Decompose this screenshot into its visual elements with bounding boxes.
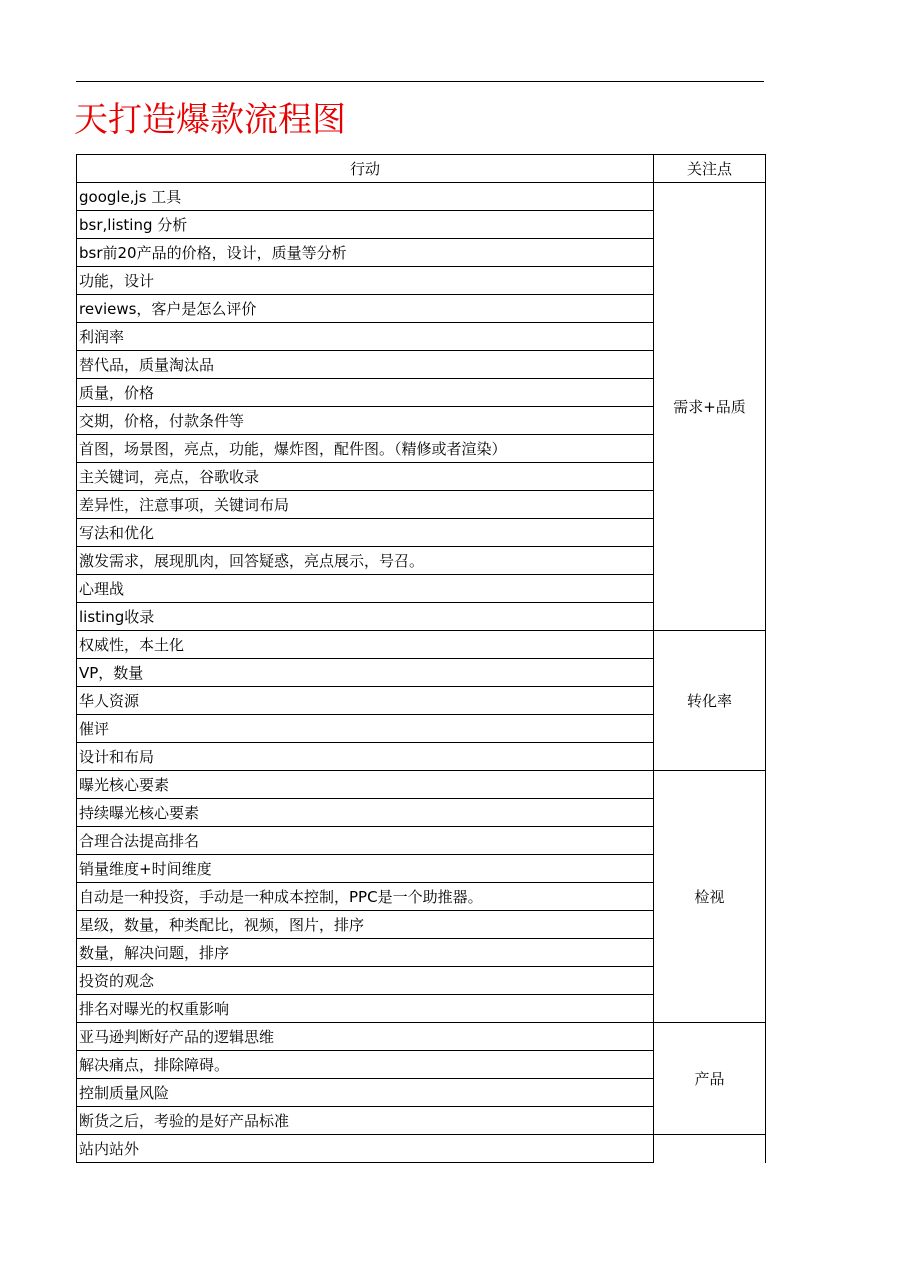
- action-cell: 华人资源: [77, 687, 654, 715]
- table-row: [77, 631, 766, 659]
- action-cell: 排名对曝光的权重影响: [77, 995, 654, 1023]
- action-cell: 激发需求，展现肌肉，回答疑惑，亮点展示，号召。: [77, 547, 654, 575]
- action-cell: 星级，数量，种类配比，视频，图片，排序: [77, 911, 654, 939]
- table-row: [77, 771, 766, 799]
- focus-cell: 产品: [654, 1023, 766, 1135]
- focus-cell: 检视: [654, 771, 766, 1023]
- header-action: 行动: [77, 155, 654, 183]
- table-body: [77, 183, 766, 1163]
- action-cell: bsr前20产品的价格，设计，质量等分析: [77, 239, 654, 267]
- action-cell: google,js 工具: [77, 183, 654, 211]
- action-cell: 设计和布局: [77, 743, 654, 771]
- action-cell: 断货之后，考验的是好产品标准: [77, 1107, 654, 1135]
- action-cell: 写法和优化: [77, 519, 654, 547]
- action-cell: 站内站外: [77, 1135, 654, 1163]
- action-cell: 替代品，质量淘汰品: [77, 351, 654, 379]
- action-cell: 销量维度+时间维度: [77, 855, 654, 883]
- action-cell: 首图，场景图，亮点，功能，爆炸图，配件图。（精修或者渲染）: [77, 435, 654, 463]
- table-row: [77, 183, 766, 211]
- action-cell: 数量，解决问题，排序: [77, 939, 654, 967]
- action-cell: 差异性，注意事项，关键词布局: [77, 491, 654, 519]
- focus-cell: 转化率: [654, 631, 766, 771]
- table-row: [77, 1135, 766, 1163]
- action-cell: bsr,listing 分析: [77, 211, 654, 239]
- action-cell: 曝光核心要素: [77, 771, 654, 799]
- action-cell: 权威性，本土化: [77, 631, 654, 659]
- header-row: [77, 155, 766, 183]
- action-cell: 自动是一种投资，手动是一种成本控制，PPC是一个助推器。: [77, 883, 654, 911]
- action-cell: 利润率: [77, 323, 654, 351]
- action-cell: 心理战: [77, 575, 654, 603]
- focus-cell: 需求+品质: [654, 183, 766, 631]
- action-cell: listing收录: [77, 603, 654, 631]
- action-cell: 投资的观念: [77, 967, 654, 995]
- header-focus: 关注点: [654, 155, 766, 183]
- table-row: [77, 1023, 766, 1051]
- action-cell: 主关键词，亮点，谷歌收录: [77, 463, 654, 491]
- action-cell: 持续曝光核心要素: [77, 799, 654, 827]
- action-cell: reviews，客户是怎么评价: [77, 295, 654, 323]
- action-cell: 质量，价格: [77, 379, 654, 407]
- action-cell: VP，数量: [77, 659, 654, 687]
- action-cell: 亚马逊判断好产品的逻辑思维: [77, 1023, 654, 1051]
- action-cell: 解决痛点，排除障碍。: [77, 1051, 654, 1079]
- focus-cell: [654, 1135, 766, 1163]
- action-cell: 功能，设计: [77, 267, 654, 295]
- action-cell: 交期，价格，付款条件等: [77, 407, 654, 435]
- action-cell: 催评: [77, 715, 654, 743]
- flow-table: [76, 154, 766, 1163]
- action-cell: 控制质量风险: [77, 1079, 654, 1107]
- page-title: 天打造爆款流程图: [74, 100, 346, 140]
- top-rule: [76, 81, 764, 82]
- action-cell: 合理合法提高排名: [77, 827, 654, 855]
